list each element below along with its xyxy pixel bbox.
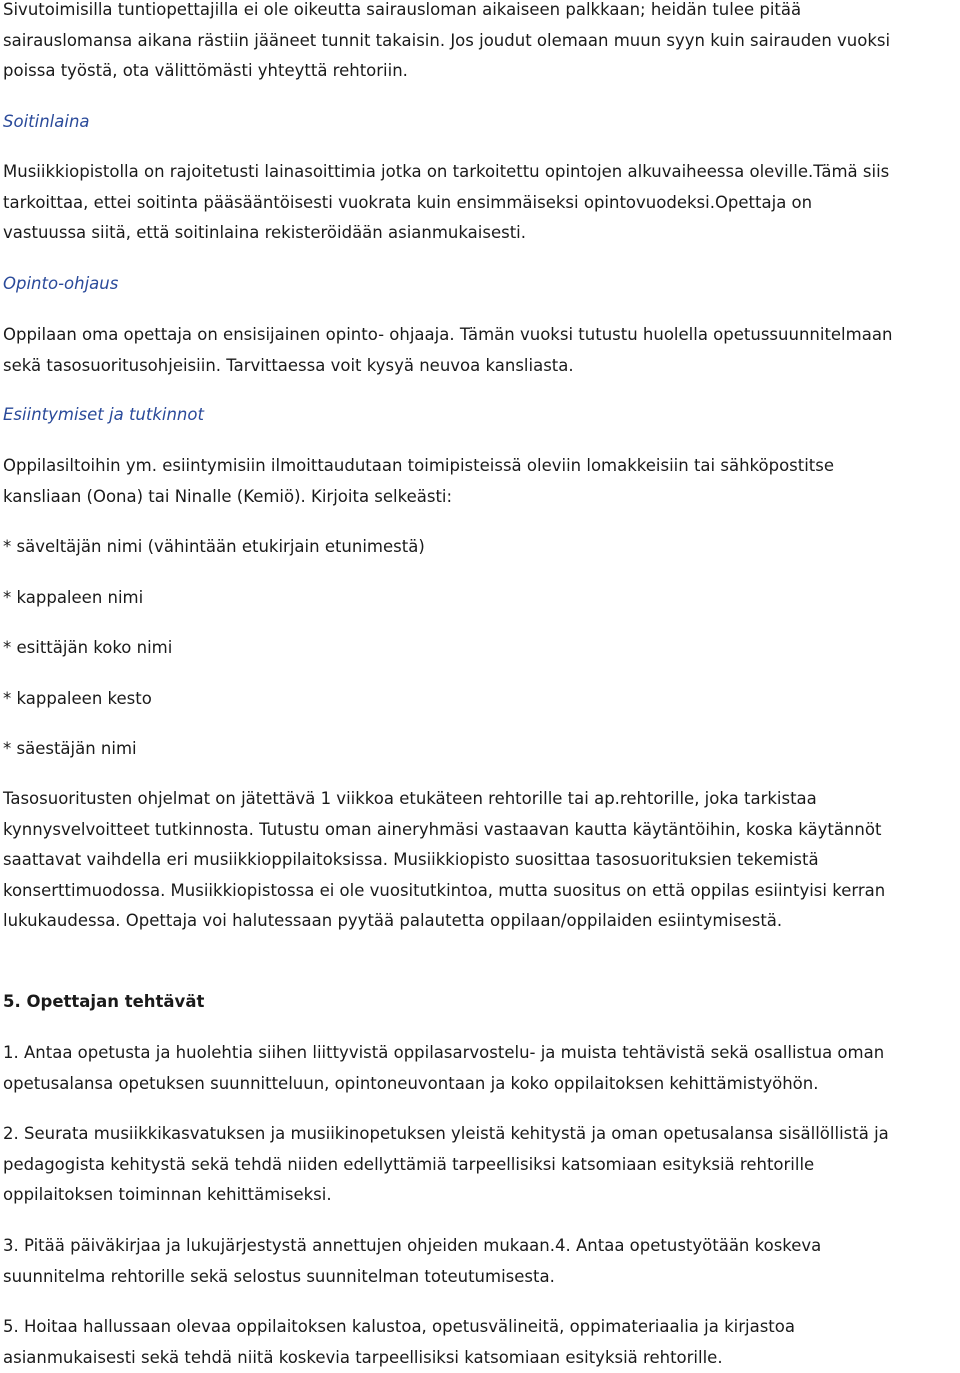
soitinlaina-paragraph — [3, 157, 889, 249]
text-line: oppilaitoksen toiminnan kehittämiseksi. — [3, 1180, 889, 1211]
list-item: * kappaleen kesto — [3, 684, 425, 735]
list-item: * säestäjän nimi — [3, 734, 425, 785]
list-item: * säveltäjän nimi (vähintään etukirjain etunimestä) — [3, 532, 425, 583]
soitinlaina-heading: Soitinlaina — [3, 107, 90, 138]
text-line: Oppilaan oma opettaja on ensisijainen opinto- ohjaaja. Tämän vuoksi tutustu huolella opetussuunnitelmaan — [3, 320, 892, 351]
text-line: 3. Pitää päiväkirjaa ja lukujärjestystä annettujen ohjeiden mukaan.4. Antaa opetustyötään koskeva — [3, 1231, 821, 1262]
opinto-ohjaus-paragraph — [3, 320, 892, 381]
text-line: sairauslomansa aikana rästiin jääneet tunnit takaisin. Jos joudut olemaan muun syyn kuin sairauden vuoksi — [3, 26, 890, 57]
text-line: tarkoittaa, ettei soitinta pääsääntöisesti vuokrata kuin ensimmäiseksi opintovuodeksi.Opettaja on — [3, 188, 889, 219]
text-line: saattavat vaihdella eri musiikkioppilaitoksissa. Musiikkiopisto suosittaa tasosuorituksien tekemistä — [3, 845, 885, 876]
text-line: kansliaan (Oona) tai Ninalle (Kemiö). Kirjoita selkeästi: — [3, 482, 834, 513]
task-1-paragraph — [3, 1038, 884, 1099]
list-item: * esittäjän koko nimi — [3, 633, 425, 684]
text-line: 1. Antaa opetusta ja huolehtia siihen liittyvistä oppilasarvostelu- ja muista tehtävistä sekä osallistua oman — [3, 1038, 884, 1069]
text-line: opetusalansa opetuksen suunnitteluun, opintoneuvontaan ja koko oppilaitoksen kehittämistyöhön. — [3, 1069, 884, 1100]
text-line: asianmukaisesti sekä tehdä niitä koskevia tarpeellisiksi katsomiaan esityksiä rehtorille. — [3, 1343, 795, 1373]
tasosuoritus-paragraph — [3, 784, 885, 937]
text-line: Musiikkiopistolla on rajoitetusti lainasoittimia jotka on tarkoitettu opintojen alkuvaiheessa oleville.Tämä siis — [3, 157, 889, 188]
task-2-paragraph — [3, 1119, 889, 1211]
text-line: Sivutoimisilla tuntiopettajilla ei ole oikeutta sairausloman aikaiseen palkkaan; heidän tulee pitää — [3, 0, 890, 26]
task-5-paragraph — [3, 1312, 795, 1373]
text-line: sekä tasosuoritusohjeisiin. Tarvittaessa voit kysyä neuvoa kansliasta. — [3, 351, 892, 382]
required-info-list — [3, 532, 425, 785]
text-line: kynnysvelvoitteet tutkinnosta. Tutustu oman aineryhmäsi vastaavan kautta käytäntöihin, koska käytännöt — [3, 815, 885, 846]
esiintymiset-paragraph — [3, 451, 834, 512]
task-3-paragraph — [3, 1231, 821, 1292]
text-line: Oppilasiltoihin ym. esiintymisiin ilmoittaudutaan toimipisteissä oleviin lomakkeisiin tai sähköpostitse — [3, 451, 834, 482]
section-5-heading: 5. Opettajan tehtävät — [3, 987, 204, 1018]
intro-paragraph — [3, 0, 890, 87]
text-line: konserttimuodossa. Musiikkiopistossa ei ole vuositutkintoa, mutta suositus on että oppilas esiintyisi kerran — [3, 876, 885, 907]
text-line: 5. Hoitaa hallussaan olevaa oppilaitoksen kalustoa, opetusvälineitä, oppimateriaalia ja kirjastoa — [3, 1312, 795, 1343]
text-line: vastuussa siitä, että soitinlaina rekisteröidään asianmukaisesti. — [3, 218, 889, 249]
text-line: suunnitelma rehtorille sekä selostus suunnitelman toteutumisesta. — [3, 1262, 821, 1293]
list-item: * kappaleen nimi — [3, 583, 425, 634]
opinto-ohjaus-heading: Opinto-ohjaus — [3, 269, 118, 300]
text-line: lukukaudessa. Opettaja voi halutessaan pyytää palautetta oppilaan/oppilaiden esiintymisestä. — [3, 906, 885, 937]
text-line: pedagogista kehitystä sekä tehdä niiden edellyttämiä tarpeellisiksi katsomiaan esityksiä rehtorille — [3, 1150, 889, 1181]
esiintymiset-heading: Esiintymiset ja tutkinnot — [3, 400, 204, 431]
text-line: poissa työstä, ota välittömästi yhteyttä rehtoriin. — [3, 56, 890, 87]
text-line: 2. Seurata musiikkikasvatuksen ja musiikinopetuksen yleistä kehitystä ja oman opetusalansa sisällöllistä ja — [3, 1119, 889, 1150]
text-line: Tasosuoritusten ohjelmat on jätettävä 1 viikkoa etukäteen rehtorille tai ap.rehtorille, joka tarkistaa — [3, 784, 885, 815]
